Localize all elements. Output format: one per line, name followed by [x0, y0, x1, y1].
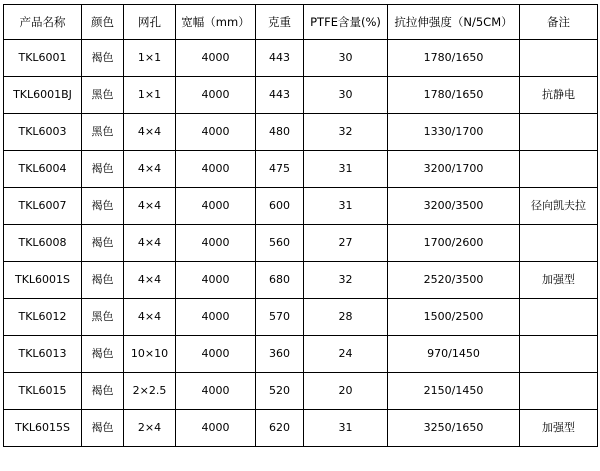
cell-color: 黑色: [82, 77, 124, 114]
cell-width: 4000: [176, 225, 256, 262]
cell-remark: [520, 151, 598, 188]
cell-ptfe-content: 32: [304, 262, 388, 299]
table-row: [4, 40, 598, 77]
cell-weight: 475: [256, 151, 304, 188]
cell-product-name: TKL6007: [4, 188, 82, 225]
table-row: [4, 225, 598, 262]
cell-tensile-strength: 3200/1700: [388, 151, 520, 188]
table-row: [4, 151, 598, 188]
cell-mesh: 2×2.5: [124, 373, 176, 410]
table-row: [4, 373, 598, 410]
cell-product-name: TKL6001S: [4, 262, 82, 299]
cell-tensile-strength: 2520/3500: [388, 262, 520, 299]
table-row: [4, 114, 598, 151]
cell-mesh: 4×4: [124, 114, 176, 151]
cell-tensile-strength: 2150/1450: [388, 373, 520, 410]
cell-remark: [520, 114, 598, 151]
cell-ptfe-content: 27: [304, 225, 388, 262]
cell-product-name: TKL6015: [4, 373, 82, 410]
cell-width: 4000: [176, 114, 256, 151]
table-body: [4, 40, 598, 447]
table-row: [4, 299, 598, 336]
column-header-mesh: 网孔: [124, 5, 176, 40]
cell-width: 4000: [176, 410, 256, 447]
cell-product-name: TKL6001: [4, 40, 82, 77]
cell-color: 褐色: [82, 410, 124, 447]
cell-remark: 抗静电: [520, 77, 598, 114]
cell-width: 4000: [176, 336, 256, 373]
cell-remark: 径向凯夫拉: [520, 188, 598, 225]
cell-weight: 560: [256, 225, 304, 262]
column-header-remark: 备注: [520, 5, 598, 40]
cell-weight: 443: [256, 40, 304, 77]
cell-ptfe-content: 31: [304, 151, 388, 188]
cell-mesh: 4×4: [124, 151, 176, 188]
cell-width: 4000: [176, 188, 256, 225]
cell-ptfe-content: 28: [304, 299, 388, 336]
cell-mesh: 10×10: [124, 336, 176, 373]
cell-weight: 570: [256, 299, 304, 336]
column-header-product-name: 产品名称: [4, 5, 82, 40]
cell-tensile-strength: 1330/1700: [388, 114, 520, 151]
cell-color: 褐色: [82, 225, 124, 262]
cell-remark: [520, 225, 598, 262]
cell-tensile-strength: 970/1450: [388, 336, 520, 373]
table-header: [4, 5, 598, 40]
cell-color: 褐色: [82, 151, 124, 188]
cell-tensile-strength: 1700/2600: [388, 225, 520, 262]
table-header-row: [4, 5, 598, 40]
cell-mesh: 4×4: [124, 225, 176, 262]
table-row: [4, 188, 598, 225]
cell-ptfe-content: 31: [304, 410, 388, 447]
cell-color: 褐色: [82, 373, 124, 410]
cell-color: 褐色: [82, 262, 124, 299]
cell-mesh: 4×4: [124, 262, 176, 299]
cell-tensile-strength: 3200/3500: [388, 188, 520, 225]
cell-width: 4000: [176, 262, 256, 299]
table-row: [4, 410, 598, 447]
column-header-weight: 克重: [256, 5, 304, 40]
cell-product-name: TKL6012: [4, 299, 82, 336]
column-header-ptfe-content: PTFE含量(%): [304, 5, 388, 40]
cell-width: 4000: [176, 151, 256, 188]
table-row: [4, 262, 598, 299]
cell-weight: 360: [256, 336, 304, 373]
cell-width: 4000: [176, 77, 256, 114]
cell-weight: 680: [256, 262, 304, 299]
cell-weight: 600: [256, 188, 304, 225]
cell-width: 4000: [176, 40, 256, 77]
cell-color: 褐色: [82, 336, 124, 373]
cell-remark: 加强型: [520, 410, 598, 447]
cell-tensile-strength: 1780/1650: [388, 40, 520, 77]
column-header-color: 颜色: [82, 5, 124, 40]
cell-tensile-strength: 1780/1650: [388, 77, 520, 114]
cell-weight: 443: [256, 77, 304, 114]
column-header-width: 宽幅（mm）: [176, 5, 256, 40]
cell-product-name: TKL6013: [4, 336, 82, 373]
cell-product-name: TKL6015S: [4, 410, 82, 447]
cell-color: 褐色: [82, 40, 124, 77]
cell-mesh: 4×4: [124, 188, 176, 225]
cell-mesh: 4×4: [124, 299, 176, 336]
cell-color: 黑色: [82, 299, 124, 336]
cell-width: 4000: [176, 299, 256, 336]
cell-ptfe-content: 31: [304, 188, 388, 225]
cell-mesh: 1×1: [124, 40, 176, 77]
cell-remark: [520, 299, 598, 336]
cell-remark: [520, 373, 598, 410]
cell-ptfe-content: 30: [304, 40, 388, 77]
column-header-tensile-strength: 抗拉伸强度（N/5CM）: [388, 5, 520, 40]
cell-ptfe-content: 20: [304, 373, 388, 410]
cell-product-name: TKL6004: [4, 151, 82, 188]
cell-ptfe-content: 24: [304, 336, 388, 373]
cell-product-name: TKL6001BJ: [4, 77, 82, 114]
cell-mesh: 1×1: [124, 77, 176, 114]
cell-ptfe-content: 32: [304, 114, 388, 151]
product-spec-table: [3, 4, 598, 447]
cell-remark: 加强型: [520, 262, 598, 299]
cell-product-name: TKL6008: [4, 225, 82, 262]
cell-color: 黑色: [82, 114, 124, 151]
cell-remark: [520, 40, 598, 77]
cell-tensile-strength: 1500/2500: [388, 299, 520, 336]
cell-remark: [520, 336, 598, 373]
table-row: [4, 77, 598, 114]
cell-mesh: 2×4: [124, 410, 176, 447]
cell-product-name: TKL6003: [4, 114, 82, 151]
cell-weight: 520: [256, 373, 304, 410]
cell-color: 褐色: [82, 188, 124, 225]
cell-weight: 480: [256, 114, 304, 151]
cell-width: 4000: [176, 373, 256, 410]
table-row: [4, 336, 598, 373]
cell-weight: 620: [256, 410, 304, 447]
cell-tensile-strength: 3250/1650: [388, 410, 520, 447]
cell-ptfe-content: 30: [304, 77, 388, 114]
